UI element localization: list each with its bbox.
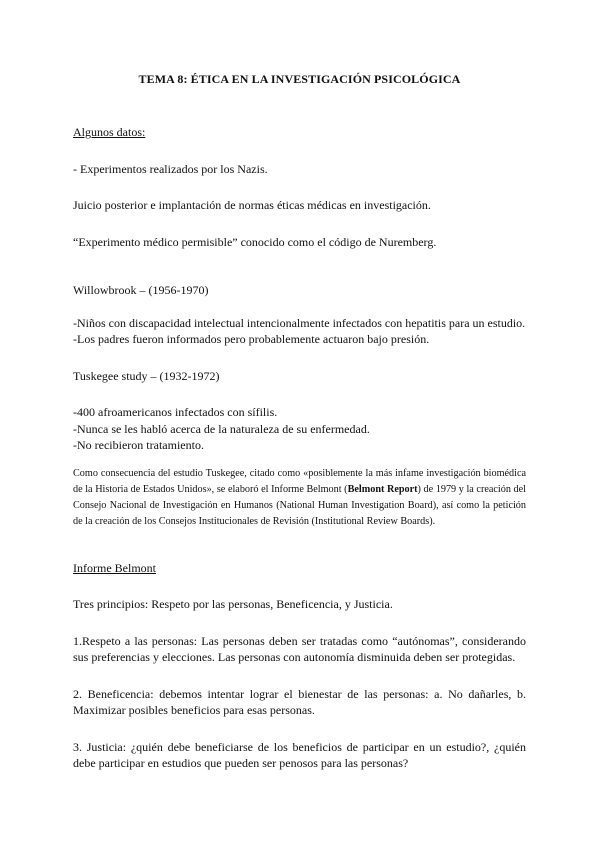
paragraph-nazis: - Experimentos realizados por los Nazis. [73, 161, 268, 176]
paragraph-belmont-beneficencia: 2. Beneficencia: debemos intentar lograr el bienestar de las personas: a. No dañarles, b. Maximizar posibles beneficios para esas personas. [73, 686, 526, 717]
paragraph-tuskegee-sifilis: -400 afroamericanos infectados con sífilis. [73, 405, 278, 419]
section-heading-tuskegee: Tuskegee study – (1932-1972) [73, 368, 220, 383]
paragraph-belmont-intro: Tres principios: Respeto por las personas, Beneficencia, y Justicia. [73, 597, 393, 611]
section-heading-algunos-datos: Algunos datos: [73, 125, 146, 139]
page-title: TEMA 8: ÉTICA EN LA INVESTIGACIÓN PSICOLÓGICA [138, 72, 461, 86]
note-text-after: ) de 1979 y la creación del Consejo Nacional de Investigación en Humanos (National Human Investigation Board), así como la petición de la creación de los Consejos Institucionales de Revisión (Institutional Review Boards). [73, 483, 526, 527]
section-heading-willowbrook: Willowbrook – (1956-1970) [73, 283, 209, 297]
paragraph-juicio: Juicio posterior e implantación de normas éticas médicas en investigación. [73, 198, 431, 212]
paragraph-tuskegee-nunca: -Nunca se les habló acerca de la naturaleza de su enfermedad. [73, 421, 370, 436]
section-heading-belmont: Informe Belmont [73, 560, 156, 575]
note-belmont-report: Belmont Report [347, 483, 418, 495]
paragraph-nuremberg: “Experimento médico permisible” conocido como el código de Nuremberg. [73, 234, 437, 249]
paragraph-tuskegee-note [73, 466, 526, 530]
paragraph-willowbrook-padres: -Los padres fueron informados pero probablemente actuaron bajo presión. [73, 332, 430, 346]
paragraph-belmont-respeto: 1.Respeto a las personas: Las personas deben ser tratadas como “autónomas”, considerando sus preferencias y elecciones. Las personas con autonomía disminuida deben ser protegidas. [73, 633, 526, 664]
paragraph-tuskegee-tratamiento: -No recibieron tratamiento. [73, 438, 204, 452]
note-text-before: Como consecuencia del estudio Tuskegee, citado como «posiblemente la más infame investigación biomédica de la Historia de Estados Unidos», se elaboró el Informe Belmont ( [73, 467, 526, 495]
paragraph-belmont-justicia: 3. Justicia: ¿quién debe beneficiarse de los beneficios de participar en un estudio?, ¿quién debe participar en estudios que pueden ser penosos para las personas? [73, 739, 526, 770]
paragraph-willowbrook-ninos: -Niños con discapacidad intelectual intencionalmente infectados con hepatitis para un estudio. [73, 315, 526, 330]
